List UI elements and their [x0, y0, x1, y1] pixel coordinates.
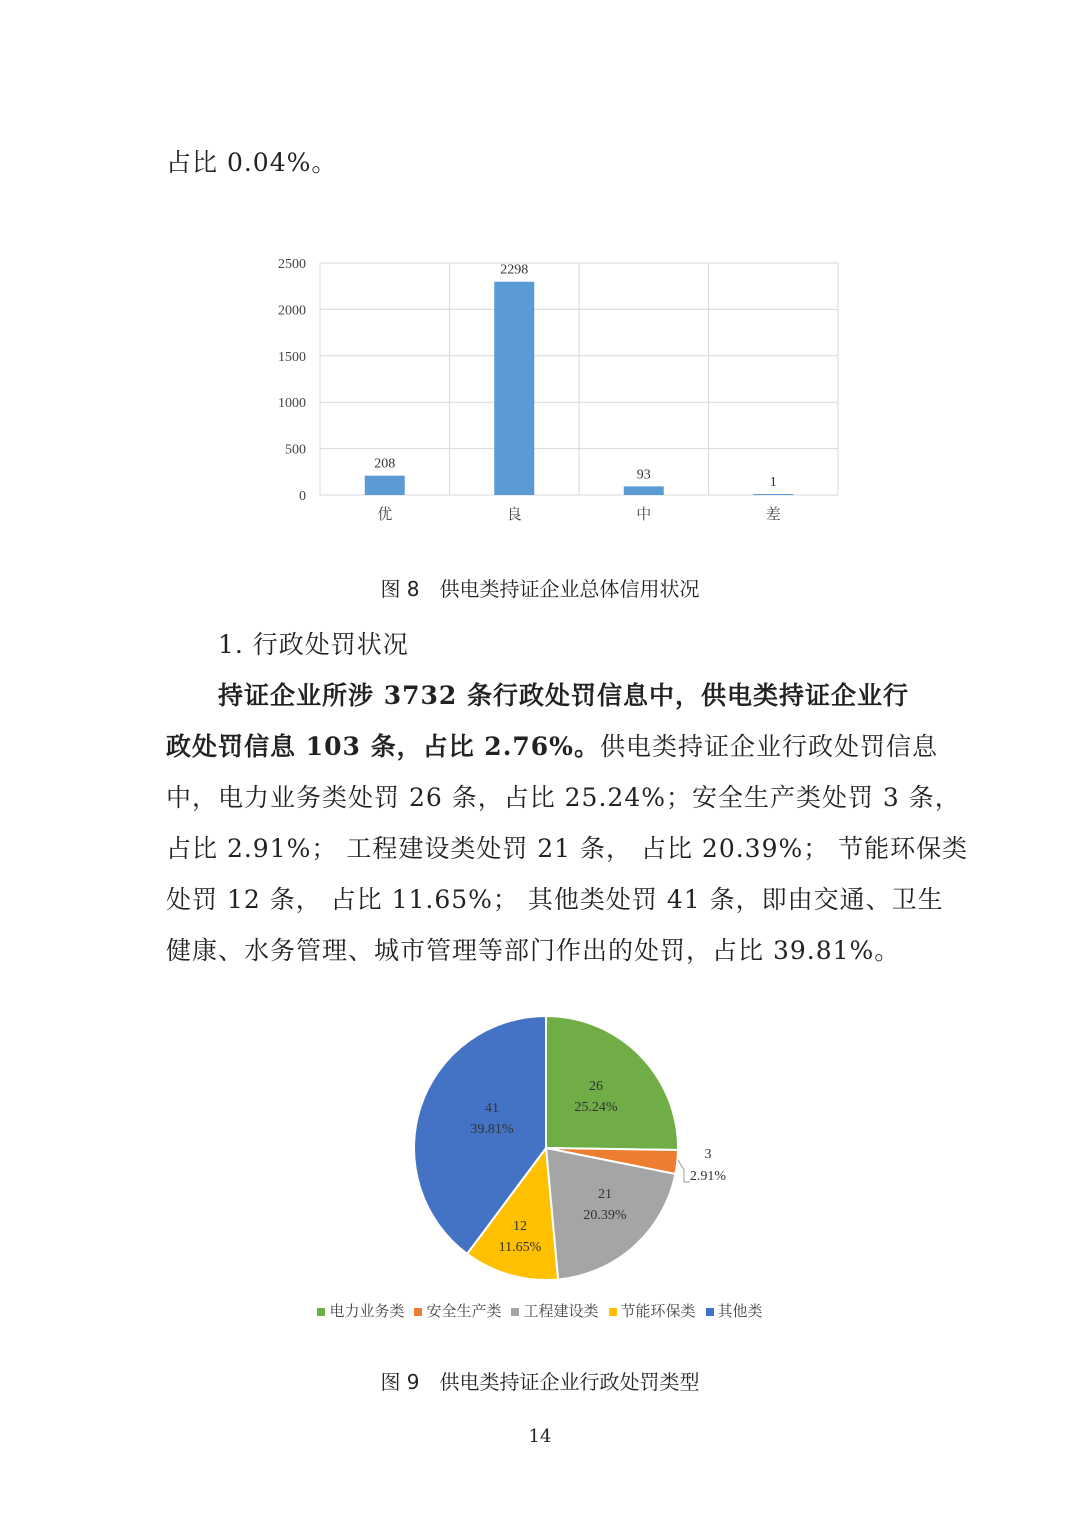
text-line-5: 处罚 12 条， 占比 11.65%； 其他类处罚 41 条，即由交通、卫生 [166, 885, 944, 914]
legend-label: 其他类 [717, 1302, 763, 1320]
legend-swatch [414, 1308, 422, 1316]
bar-chart-y-ticks [278, 257, 306, 504]
bar-chart-x-ticks [377, 506, 781, 523]
legend-item [706, 1302, 763, 1320]
text-line-1: 持证企业所涉 3732 条行政处罚信息中，供电类持证企业行 [218, 681, 909, 710]
legend-swatch [511, 1308, 519, 1316]
bar-data-label: 1 [769, 475, 777, 490]
page-number: 14 [528, 1426, 552, 1447]
y-tick-label: 1000 [278, 396, 306, 412]
bar-chart-data-labels [374, 263, 777, 490]
legend-item [609, 1302, 696, 1320]
bar-中 [624, 486, 664, 495]
x-tick-label: 良 [506, 507, 522, 523]
text-line-6: 健康、水务管理、城市管理等部门作出的处罚，占比 39.81%。 [166, 936, 901, 965]
pie-count-label: 41 [485, 1101, 499, 1116]
text-line-2-rest: 供电类持证企业行政处罚信息 [599, 732, 938, 761]
text-line-3: 中，电力业务类处罚 26 条，占比 25.24%；安全生产类处罚 3 条， [166, 783, 961, 812]
bar-data-label: 208 [374, 456, 396, 472]
pie-percent-label: 11.65% [498, 1240, 542, 1255]
bar-data-label: 93 [636, 467, 651, 483]
x-tick-label: 优 [377, 507, 393, 523]
pie-leader-line [678, 1160, 690, 1182]
y-tick-label: 2500 [278, 257, 306, 272]
legend-item [317, 1302, 404, 1320]
pie-slice-电力业务类 [546, 1016, 678, 1150]
text-line-2 [166, 732, 938, 761]
bar-chart [0, 0, 1080, 560]
bar-良 [494, 282, 534, 495]
legend-item [414, 1302, 501, 1320]
text-line-4: 占比 2.91%； 工程建设类处罚 21 条， 占比 20.39%； 节能环保类 [166, 834, 969, 863]
text-line-2-bold: 政处罚信息 103 条，占比 2.76%。 [166, 732, 600, 761]
legend-item [511, 1302, 598, 1320]
legend-swatch [609, 1308, 617, 1316]
pie-count-label: 12 [513, 1219, 527, 1234]
section-heading: 1. 行政处罚状况 [218, 630, 409, 659]
legend-swatch [706, 1308, 714, 1316]
bar-差 [753, 494, 793, 495]
pie-percent-label: 25.24% [574, 1100, 618, 1115]
pie-chart [0, 1000, 1080, 1340]
figure-8-caption: 图 8 供电类持证企业总体信用状况 [380, 577, 700, 601]
legend-label: 节能环保类 [620, 1302, 696, 1320]
legend-label: 安全生产类 [426, 1302, 502, 1320]
legend-swatch [317, 1308, 325, 1316]
y-tick-label: 0 [299, 489, 306, 504]
y-tick-label: 1500 [278, 349, 306, 365]
pie-count-label: 21 [598, 1187, 612, 1202]
pie-percent-label: 20.39% [583, 1208, 627, 1223]
bar-chart-grid [320, 263, 838, 495]
y-tick-label: 2000 [278, 303, 306, 319]
legend-label: 工程建设类 [523, 1302, 599, 1320]
bar-data-label: 2298 [500, 262, 529, 278]
figure-9-caption: 图 9 供电类持证企业行政处罚类型 [380, 1370, 700, 1394]
pie-count-label: 3 [704, 1147, 712, 1162]
text-line-0: 占比 0.04%。 [166, 148, 338, 177]
pie-percent-label: 39.81% [470, 1122, 514, 1137]
x-tick-label: 中 [636, 507, 652, 523]
pie-chart-slices [414, 1016, 678, 1280]
pie-legend [0, 1300, 1080, 1321]
x-tick-label: 差 [765, 507, 781, 523]
pie-count-label: 26 [589, 1079, 603, 1094]
bar-优 [365, 476, 405, 495]
legend-label: 电力业务类 [329, 1302, 405, 1320]
y-tick-label: 500 [285, 442, 306, 458]
pie-percent-label: 2.91% [689, 1169, 727, 1184]
